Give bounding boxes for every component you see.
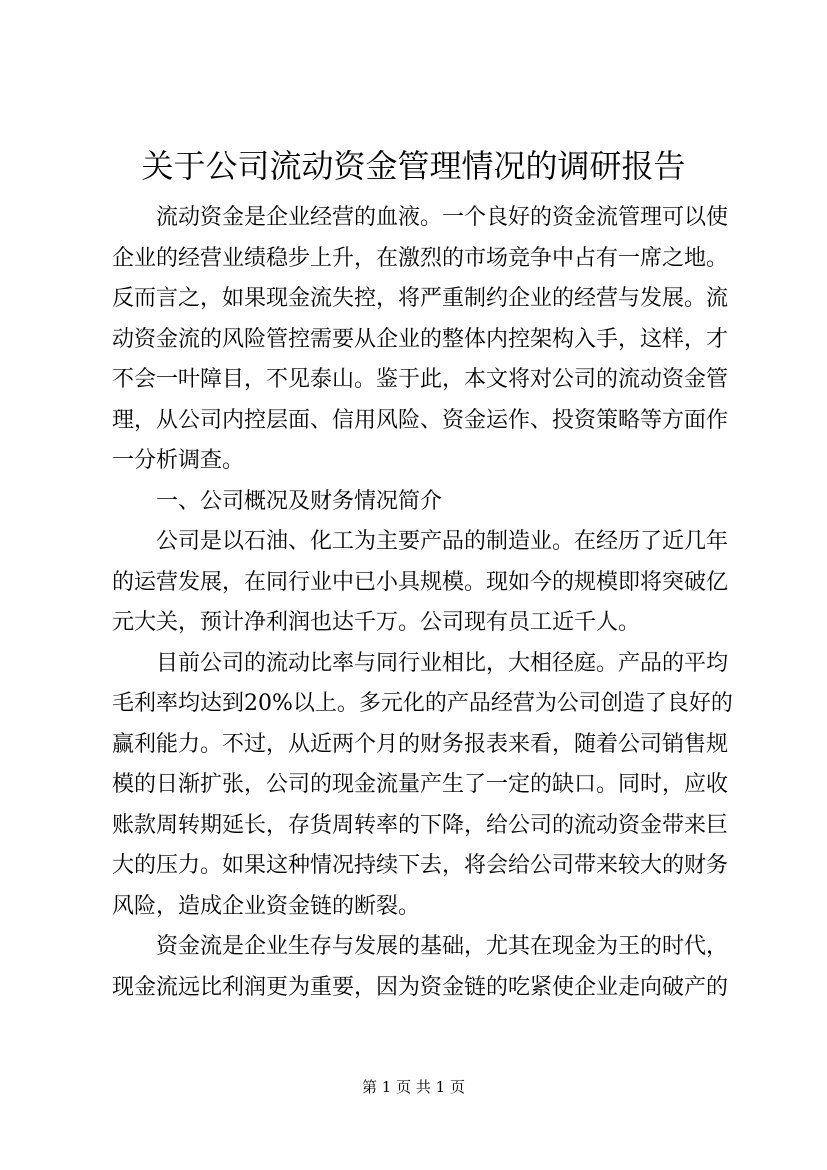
text-line: 目前公司的流动比率与同行业相比，大相径庭。产品的平均 [156, 650, 729, 676]
text-line: 的运营发展，在同行业中已小具规模。现如今的规模即将突破亿 [112, 569, 729, 595]
text-line: 风险，造成企业资金链的断裂。 [112, 893, 421, 919]
text-line: 赢利能力。不过，从近两个月的财务报表来看，随着公司销售规 [112, 731, 729, 757]
text-line: 公司是以石油、化工为主要产品的制造业。在经历了近几年 [156, 529, 729, 554]
text-line: 模的日渐扩张，公司的现金流量产生了一定的缺口。同时，应收 [112, 772, 729, 797]
text-line: 一分析调查。 [112, 448, 245, 473]
text-line: 现金流远比利润更为重要，因为资金链的吃紧使企业走向破产的 [112, 974, 729, 1000]
page-footer: 第 1 页 共 1 页 [362, 1078, 465, 1096]
text-line: 毛利率均达到20%以上。多元化的产品经营为公司创造了良好的 [112, 691, 733, 716]
section-heading: 一、公司概况及财务情况简介 [156, 488, 443, 514]
text-line: 动资金流的风险管控需要从企业的整体内控架构入手，这样，才 [112, 326, 729, 352]
document-title: 关于公司流动资金管理情况的调研报告 [141, 147, 686, 185]
text-line: 账款周转期延长，存货周转率的下降，给公司的流动资金带来巨 [112, 812, 729, 838]
text-line: 企业的经营业绩稳步上升，在激烈的市场竞争中占有一席之地。 [112, 245, 729, 271]
document-body [112, 198, 733, 1008]
text-line: 大的压力。如果这种情况持续下去，将会给公司带来较大的财务 [112, 853, 729, 878]
text-line: 元大关，预计净利润也达千万。公司现有员工近千人。 [112, 610, 641, 635]
text-line: 资金流是企业生存与发展的基础，尤其在现金为王的时代， [156, 934, 729, 959]
text-line: 理，从公司内控层面、信用风险、资金运作、投资策略等方面作 [112, 407, 729, 433]
text-line: 流动资金是企业经营的血液。一个良好的资金流管理可以使 [156, 205, 729, 230]
text-line: 反而言之，如果现金流失控，将严重制约企业的经营与发展。流 [112, 286, 729, 311]
text-line: 不会一叶障目，不见泰山。鉴于此，本文将对公司的流动资金管 [112, 367, 729, 392]
